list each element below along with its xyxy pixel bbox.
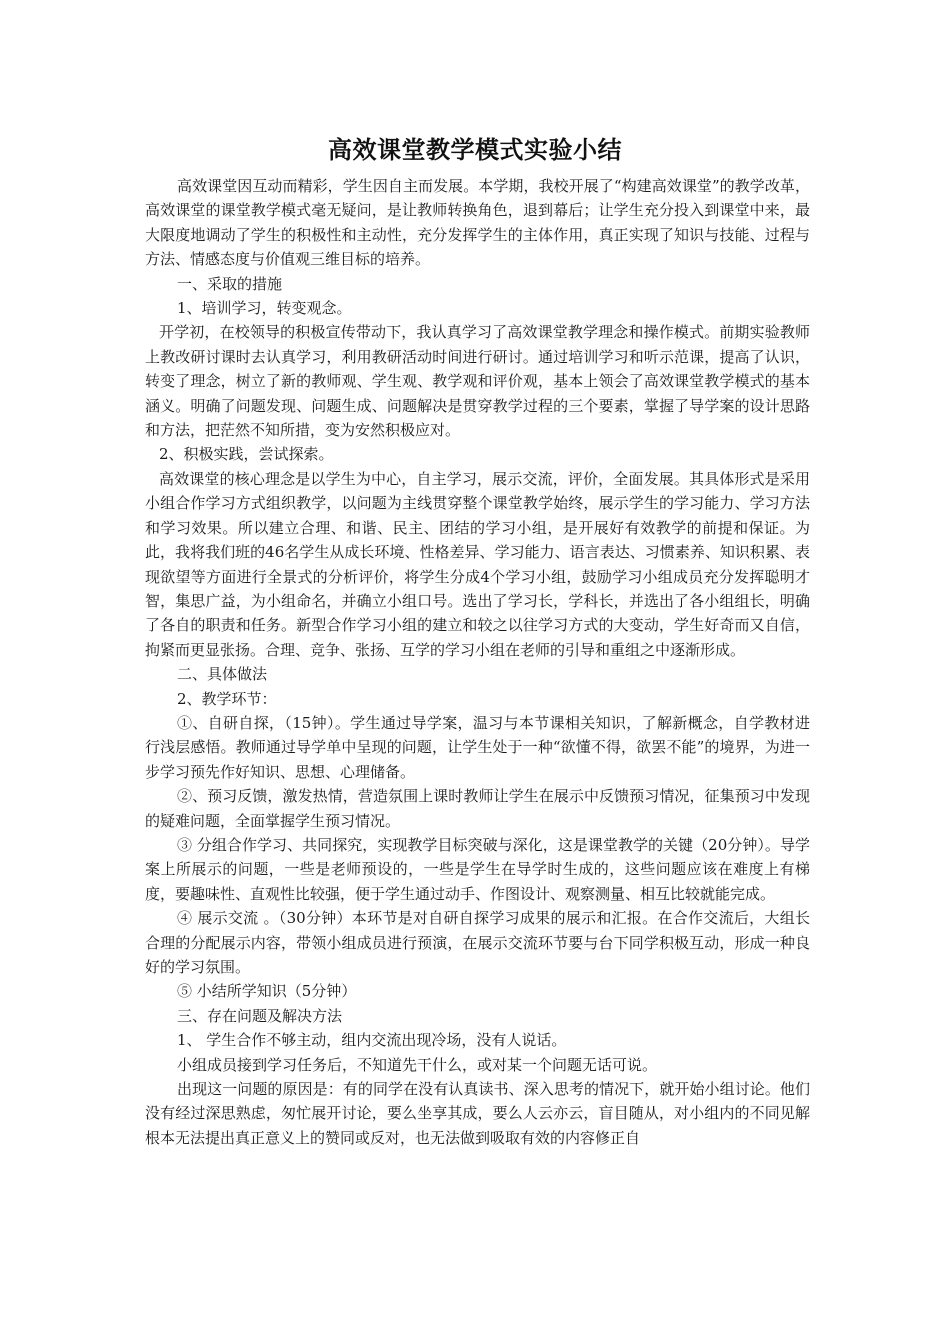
paragraph: 一、采取的措施	[177, 274, 283, 293]
paragraph: 1、培训学习，转变观念。	[177, 299, 352, 318]
document-title: 高效课堂教学模式实验小结	[328, 135, 622, 164]
paragraph: 2、积极实践，尝试探索。	[159, 445, 334, 464]
paragraph: ⑤ 小结所学知识（5分钟）	[177, 982, 357, 1001]
paragraph: 三、存在问题及解决方法	[177, 1006, 343, 1025]
paragraph: 高效课堂因互动而精彩，学生因自主而发展。本学期，我校开展了“构建高效课堂”的教学改革，高效课堂的课堂教学模式毫无疑问，是让教师转换角色，退到幕后；让学生充分投入到课堂中来，最大限度地调动了学生的积极性和主动性，充分发挥学生的主体作用，真正实现了知识与技能、过程与方法、情感态度与价值观三维目标的培养。	[145, 177, 810, 269]
paragraph: ④ 展示交流 。（30分钟）本环节是对自研自探学习成果的展示和汇报。在合作交流后，大组长合理的分配展示内容，带领小组成员进行预演，在展示交流环节要与台下同学积极互动，形成一种良好的学习氛围。	[145, 909, 810, 976]
paragraph: 2、教学环节：	[177, 689, 277, 708]
paragraph: ③ 分组合作学习、共同探究，实现教学目标突破与深化，这是课堂教学的关键（20分钟）。导学案上所展示的问题，一些是老师预设的，一些是学生在导学时生成的，这些问题应该在难度上有梯度，要趣味性、直观性比较强，便于学生通过动手、作图设计、观察测量、相互比较就能完成。	[145, 835, 810, 903]
paragraph: 开学初，在校领导的积极宣传带动下，我认真学习了高效课堂教学理念和操作模式。前期实验教师上教改研讨课时去认真学习，利用教研活动时间进行研讨。通过培训学习和听示范课，提高了认识，转变了理念，树立了新的教师观、学生观、教学观和评价观，基本上领会了高效课堂教学模式的基本涵义。明确了问题发现、问题生成、问题解决是贯穿教学过程的三个要素，掌握了导学案的设计思路和方法，把茫然不知所措，变为安然积极应对。	[145, 323, 810, 440]
paragraph: 二、具体做法	[177, 665, 268, 684]
paragraph: ①、自研自探，（15钟）。学生通过导学案，温习与本节课相关知识，了解新概念，自学教材进行浅层感悟。教师通过导学单中呈现的问题，让学生处于一种“欲懂不得，欲罢不能”的境界，为进一步学习预先作好知识、思想、心理储备。	[145, 713, 810, 781]
paragraph: 小组成员接到学习任务后，不知道先干什么，或对某一个问题无话可说。	[177, 1055, 658, 1074]
paragraph: ②、预习反馈，激发热情，营造氛围上课时教师让学生在展示中反馈预习情况，征集预习中发现的疑难问题，全面掌握学生预习情况。	[145, 787, 810, 830]
paragraph: 1、 学生合作不够主动，组内交流出现冷场，没有人说话。	[177, 1031, 567, 1050]
paragraph: 出现这一问题的原因是：有的同学在没有认真读书、深入思考的情况下，就开始小组讨论。他们没有经过深思熟虑，匆忙展开讨论，要么坐享其成，要么人云亦云，盲目随从，对小组内的不同见解根本无法提出真正意义上的赞同或反对，也无法做到吸取有效的内容修正自	[145, 1080, 810, 1147]
paragraph: 高效课堂的核心理念是以学生为中心，自主学习，展示交流，评价，全面发展。其具体形式是采用小组合作学习方式组织教学，以问题为主线贯穿整个课堂教学始终，展示学生的学习能力、学习方法和学习效果。所以建立合理、和谐、民主、团结的学习小组，是开展好有效教学的前提和保证。为此，我将我们班的46名学生从成长环境、性格差异、学习能力、语言表达、习惯素养、知识积累、表现欲望等方面进行全景式的分析评价，将学生分成4个学习小组，鼓励学习小组成员充分发挥聪明才智，集思广益，为小组命名，并确立小组口号。选出了学习长，学科长，并选出了各小组组长，明确了各自的职责和任务。新型合作学习小组的建立和较之以往学习方式的大变动，学生好奇而又自信，拘紧而更显张扬。合理、竞争、张扬、互学的学习小组在老师的引导和重组之中逐渐形成。	[145, 469, 810, 659]
document-body	[145, 174, 810, 1150]
